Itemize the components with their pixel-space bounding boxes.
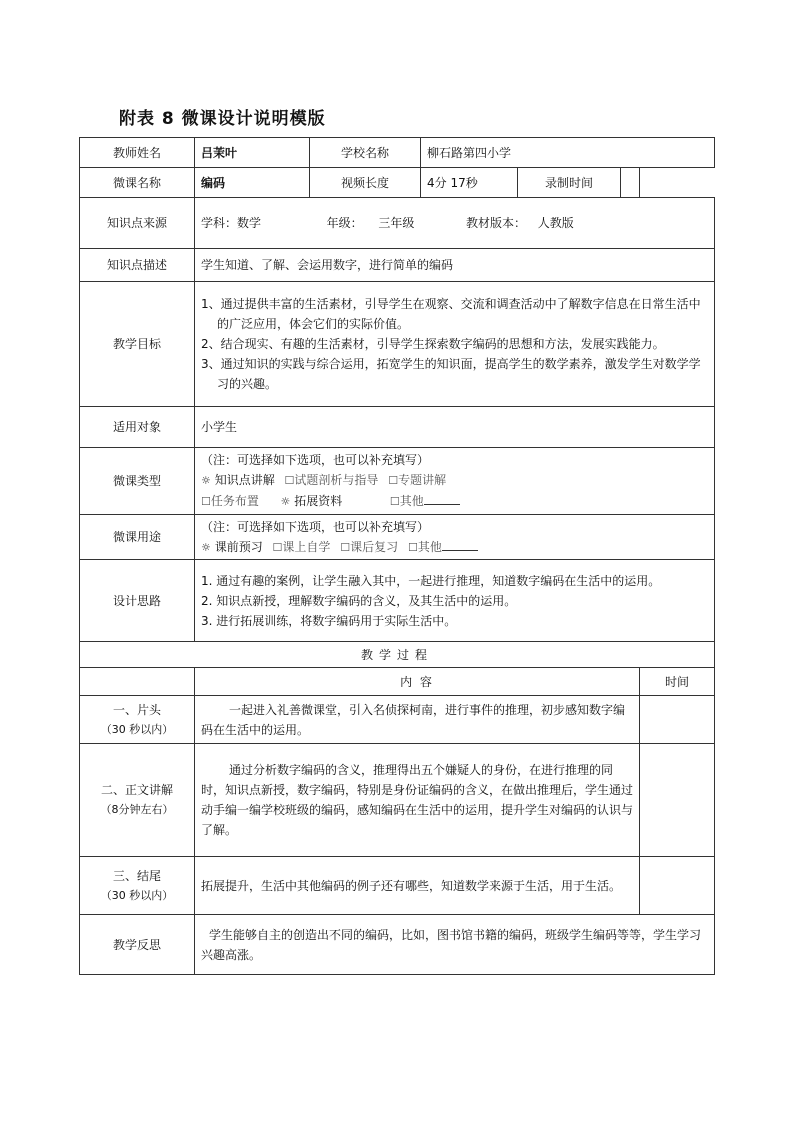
row-type (80, 448, 715, 515)
selected-icon: ☼ (201, 540, 211, 554)
row-audience (80, 407, 715, 448)
usage-note: （注：可选择如下选项，也可以补充填写） (201, 519, 430, 534)
checkbox-icon: ☐ (340, 540, 351, 554)
course-label: 微课名称 (80, 168, 195, 198)
teacher-value: 吕茉叶 (195, 138, 310, 168)
source-value (195, 198, 715, 249)
description-label: 知识点描述 (80, 249, 195, 282)
usage-label: 微课用途 (80, 515, 195, 560)
row-source (80, 198, 715, 249)
checkbox-icon: ☐ (407, 540, 418, 554)
stage-cell (80, 744, 195, 857)
type-options (195, 448, 715, 515)
stage-time (640, 744, 715, 857)
duration-label: 视频长度 (310, 168, 421, 198)
course-value: 编码 (195, 168, 310, 198)
school-value: 柳石路第四小学 (421, 138, 715, 168)
selected-icon: ☼ (201, 474, 211, 487)
process-row (80, 696, 715, 744)
row-usage (80, 515, 715, 560)
audience-label: 适用对象 (80, 407, 195, 448)
type-option-other[interactable]: ☐其他 (390, 494, 460, 508)
row-design (80, 560, 715, 642)
school-label: 学校名称 (310, 138, 421, 168)
row-description (80, 249, 715, 282)
record-label: 录制时间 (518, 168, 621, 198)
row-reflection (80, 915, 715, 975)
checkbox-icon: ☐ (272, 540, 283, 554)
grade-label: 年级： (326, 216, 363, 230)
design-item: 2. 知识点新授，理解数字编码的含义，及其生活中的运用。 (201, 593, 517, 608)
stage-content: 拓展提升，生活中其他编码的例子还有哪些，知道数学来源于生活，用于生活。 (195, 857, 640, 915)
goals-label: 教学目标 (80, 282, 195, 407)
usage-option-preview[interactable]: ☼ 课前预习 (201, 539, 263, 554)
subject: 学科：数学 (201, 216, 262, 230)
process-row (80, 857, 715, 915)
design-item: 1. 通过有趣的案例，让学生融入其中，一起进行推理，知道数字编码在生活中的运用。 (201, 573, 661, 588)
stage-limit: （8分钟左右） (100, 803, 174, 816)
usage-option-other[interactable]: ☐其他 (408, 540, 478, 554)
audience-value: 小学生 (195, 407, 715, 448)
stage-cell (80, 857, 195, 915)
process-row (80, 744, 715, 857)
type-option-knowledge[interactable]: ☼ 知识点讲解 (201, 473, 275, 487)
design-value (195, 560, 715, 642)
reflection-value: 学生能够自主的创造出不同的编码，比如，图书馆书籍的编码，班级学生编码等等，学生学习兴趣高涨。 (195, 915, 715, 975)
course-design-table (79, 137, 715, 975)
stage-content: 通过分析数字编码的含义，推理得出五个嫌疑人的身份，在进行推理的同时，知识点新授，数字编码，特别是身份证编码的含义，在做出推理后，学生通过动手编一编学校班级的编码，感知编码在生活中的运用，提升学生对编码的认识与了解。 (195, 744, 640, 857)
description-value: 学生知道、了解、会运用数字，进行简单的编码 (195, 249, 715, 282)
type-note: （注：可选择如下选项，也可以补充填写） (201, 453, 430, 467)
checkbox-icon: ☐ (284, 474, 295, 487)
edition-value: 人教版 (537, 216, 574, 230)
duration-value: 4分 17秒 (421, 168, 518, 198)
row-course (80, 168, 715, 198)
goal-item: 1、通过提供丰富的生活素材，引导学生在观察、交流和调查活动中了解数字信息在日常生活中的广泛应用，体会它们的实际价值。 (201, 297, 701, 331)
goal-item: 2、结合现实、有趣的生活素材，引导学生探索数字编码的思想和方法，发展实践能力。 (201, 337, 665, 351)
grade-value: 三年级 (378, 216, 415, 230)
reflection-label: 教学反思 (80, 915, 195, 975)
checkbox-icon: ☐ (201, 495, 211, 508)
checkbox-icon: ☐ (389, 495, 400, 508)
type-label: 微课类型 (80, 448, 195, 515)
source-label: 知识点来源 (80, 198, 195, 249)
stage-name: 二、正文讲解 (100, 783, 173, 797)
teacher-label: 教师姓名 (80, 138, 195, 168)
stage-content: 一起进入礼善微课堂，引入名侦探柯南，进行事件的推理，初步感知数字编码在生活中的运用。 (195, 696, 640, 744)
design-item: 3. 进行拓展训练，将数字编码用于实际生活中。 (201, 613, 457, 628)
stage-limit: （30 秒以内） (100, 888, 174, 902)
type-option-extension[interactable]: ☼ 拓展资料 (280, 494, 343, 508)
content-header: 内 容 (195, 668, 640, 696)
edition-label: 教材版本： (466, 216, 527, 230)
other-blank[interactable] (442, 538, 478, 551)
stage-header (80, 668, 195, 696)
process-heading: 教学过程 (80, 642, 715, 668)
usage-options (195, 515, 715, 560)
goal-item: 3、通过知识的实践与综合运用，拓宽学生的知识面，提高学生的数学素养，激发学生对数学学习的兴趣。 (201, 357, 701, 391)
time-header: 时间 (640, 668, 715, 696)
stage-name: 一、片头 (112, 702, 161, 717)
type-option-task[interactable]: ☐任务布置 (201, 494, 259, 508)
goals-value (195, 282, 715, 407)
checkbox-icon: ☐ (388, 474, 399, 487)
type-option-exercise[interactable]: ☐试题剖析与指导 (284, 473, 379, 487)
stage-time (640, 857, 715, 915)
page-title: 附表 8 微课设计说明模版 (119, 109, 326, 129)
row-goals (80, 282, 715, 407)
row-teacher (80, 138, 715, 168)
record-value (621, 168, 640, 198)
design-label: 设计思路 (80, 560, 195, 642)
stage-limit: （30 秒以内） (100, 722, 174, 736)
empty-cell (640, 168, 715, 198)
row-process-header (80, 668, 715, 696)
row-process-heading (80, 642, 715, 668)
other-blank[interactable] (424, 492, 460, 505)
stage-cell (80, 696, 195, 744)
stage-name: 三、结尾 (112, 868, 161, 883)
usage-option-selfstudy[interactable]: ☐课上自学 (272, 539, 331, 554)
stage-time (640, 696, 715, 744)
type-option-topic[interactable]: ☐专题讲解 (388, 473, 447, 487)
selected-icon: ☼ (280, 495, 291, 508)
usage-option-review[interactable]: ☐课后复习 (340, 539, 399, 554)
